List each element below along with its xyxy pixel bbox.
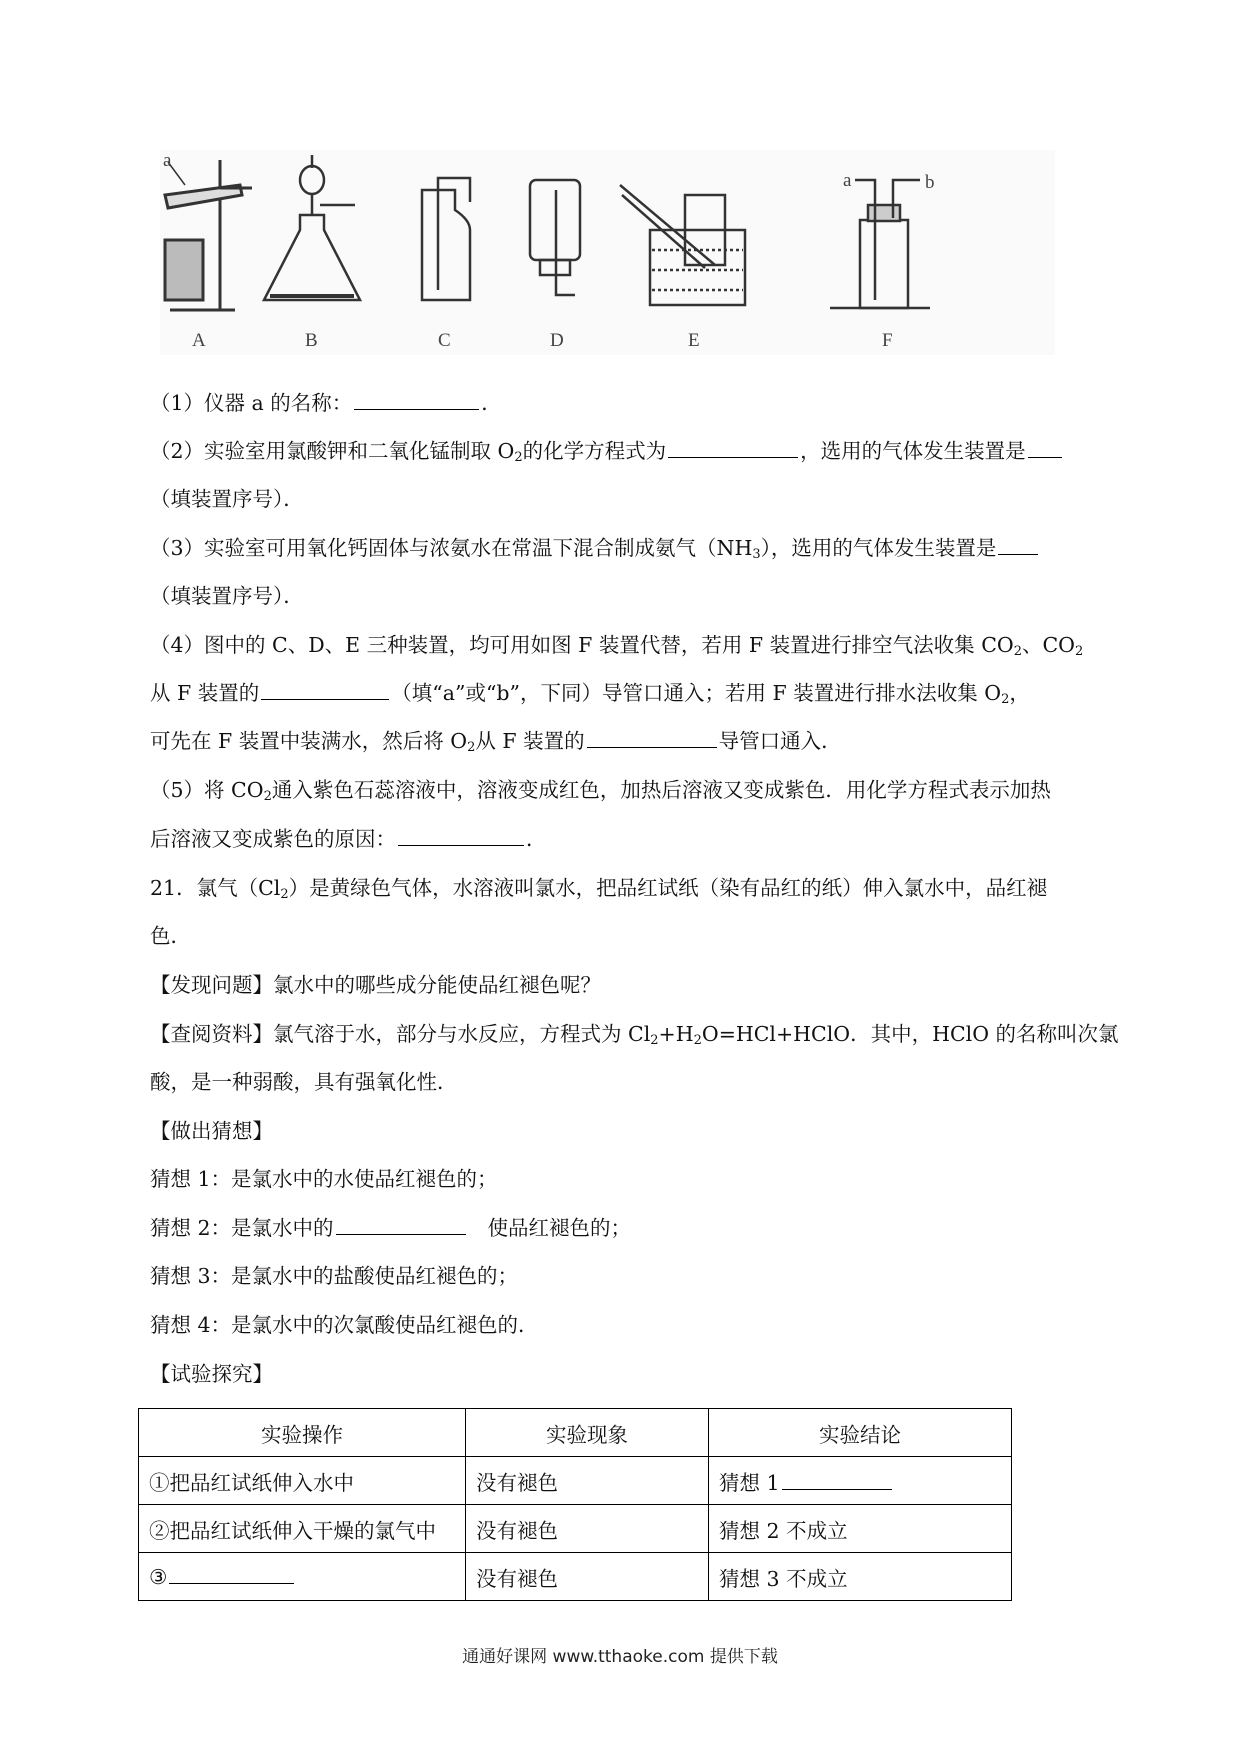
q21-hypothesis-title: 【做出猜想】 bbox=[150, 1119, 273, 1143]
q4-sub-2: 2 bbox=[1074, 644, 1084, 659]
q5-text-b: 通入紫色石蕊溶液中，溶液变成红色，加热后溶液又变成紫色．用化学方程式表示加热 bbox=[271, 778, 1051, 802]
row3-operation-cell bbox=[139, 1553, 466, 1601]
figure-label-e: E bbox=[688, 330, 700, 351]
q2-sub: 2 bbox=[514, 450, 523, 465]
q2-line2: （填装置序号）． bbox=[150, 487, 304, 511]
q21-info-b: +H bbox=[658, 1022, 694, 1046]
q21-hypothesis-3: 猜想 3：是氯水中的盐酸使品红褪色的； bbox=[150, 1264, 519, 1288]
row2-phenomenon: 没有褪色 bbox=[466, 1505, 709, 1553]
header-operation: 实验操作 bbox=[139, 1409, 466, 1457]
q2-line1 bbox=[150, 438, 1064, 464]
row1-conclusion: 猜想 1 bbox=[719, 1470, 780, 1495]
q4-text-b: 、CO bbox=[1021, 633, 1075, 657]
port-b-label: b bbox=[925, 172, 935, 193]
page-footer: 通通好课网 www.tthaoke.com 提供下载 bbox=[462, 1647, 778, 1667]
q4-blank-o2-port[interactable] bbox=[587, 729, 717, 748]
q2-text-b: 的化学方程式为 bbox=[522, 439, 667, 463]
q4-line3 bbox=[150, 728, 842, 754]
q21-hypothesis-1: 猜想 1：是氯水中的水使品红褪色的； bbox=[150, 1167, 498, 1191]
table-header-row bbox=[139, 1409, 1012, 1457]
row3-operation: ③ bbox=[149, 1564, 168, 1589]
apparatus-figure bbox=[160, 150, 1055, 355]
apparatus-drawing bbox=[160, 150, 1055, 355]
q1-end: ． bbox=[481, 391, 502, 415]
q21-sub-1: 2 bbox=[280, 887, 289, 902]
row2-operation: ②把品红试纸伸入干燥的氯气中 bbox=[139, 1505, 466, 1553]
figure-label-a: A bbox=[192, 330, 206, 351]
q5-text-a: （5）将 CO bbox=[150, 778, 264, 802]
row1-conclusion-blank[interactable] bbox=[782, 1471, 892, 1490]
q3-text-a: （3）实验室可用氧化钙固体与浓氨水在常温下混合制成氨气（NH bbox=[150, 536, 753, 560]
q21-line1 bbox=[150, 875, 1047, 901]
q1-text: （1）仪器 a 的名称： bbox=[150, 391, 353, 415]
q4-line1 bbox=[150, 632, 1083, 658]
row3-operation-blank[interactable] bbox=[169, 1565, 294, 1584]
q21-info-line2: 酸，是一种弱酸，具有强氧化性． bbox=[150, 1070, 458, 1094]
q2-blank-equation[interactable] bbox=[668, 439, 798, 458]
q4-text-a: （4）图中的 C、D、E 三种装置，均可用如图 F 装置代替，若用 F 装置进行排空气法收集 CO bbox=[150, 633, 1014, 657]
marker-a-label: a bbox=[163, 150, 172, 171]
table-row bbox=[139, 1553, 1012, 1601]
q4-sub-1: 2 bbox=[1013, 644, 1022, 659]
q5-line2 bbox=[150, 826, 547, 852]
row3-conclusion: 猜想 3 不成立 bbox=[709, 1553, 1012, 1601]
q3-text-b: ），选用的气体发生装置是 bbox=[760, 536, 997, 560]
q21-problem: 【发现问题】氯水中的哪些成分能使品红褪色呢？ bbox=[150, 973, 601, 997]
row2-conclusion: 猜想 2 不成立 bbox=[709, 1505, 1012, 1553]
q21-info-c: O=HCl+HClO．其中，HClO 的名称叫次氯 bbox=[701, 1022, 1119, 1046]
header-phenomenon: 实验现象 bbox=[466, 1409, 709, 1457]
q5-text-d: ． bbox=[526, 827, 547, 851]
hyp2-text-a: 猜想 2：是氯水中的 bbox=[150, 1216, 334, 1240]
header-conclusion: 实验结论 bbox=[709, 1409, 1012, 1457]
q21-sub-2: 2 bbox=[650, 1033, 659, 1048]
q21-text-b: ）是黄绿色气体，水溶液叫氯水，把品红试纸（染有品红的纸）伸入氯水中，品红褪 bbox=[288, 876, 1048, 900]
q4-text-e: ， bbox=[1009, 681, 1030, 705]
q4-sub-3: 2 bbox=[1001, 692, 1010, 707]
figure-label-c: C bbox=[438, 330, 451, 351]
q4-line2 bbox=[150, 680, 1030, 706]
q1-blank[interactable] bbox=[354, 391, 479, 410]
q21-sub-3: 2 bbox=[693, 1033, 702, 1048]
figure-label-f: F bbox=[882, 330, 893, 351]
q21-line2: 色． bbox=[150, 924, 191, 948]
q1-line bbox=[150, 390, 502, 416]
q21-experiment-title: 【试验探究】 bbox=[150, 1362, 273, 1386]
q3-line1 bbox=[150, 535, 1040, 561]
row1-phenomenon: 没有褪色 bbox=[466, 1457, 709, 1505]
figure-label-b: B bbox=[305, 330, 318, 351]
row1-conclusion-cell bbox=[709, 1457, 1012, 1505]
q4-text-g: 从 F 装置的 bbox=[475, 729, 585, 753]
row3-phenomenon: 没有褪色 bbox=[466, 1553, 709, 1601]
q2-blank-device[interactable] bbox=[1028, 439, 1062, 458]
q5-blank-reason[interactable] bbox=[398, 827, 524, 846]
q4-text-h: 导管口通入． bbox=[718, 729, 842, 753]
q2-text-c: ，选用的气体发生装置是 bbox=[800, 439, 1026, 463]
q4-sub-4: 2 bbox=[467, 740, 476, 755]
figure-label-d: D bbox=[550, 330, 564, 351]
q3-line2: （填装置序号）． bbox=[150, 584, 304, 608]
hyp2-blank[interactable] bbox=[336, 1216, 466, 1235]
q21-info-line1 bbox=[150, 1021, 1119, 1047]
table-row bbox=[139, 1505, 1012, 1553]
q21-hypothesis-2 bbox=[150, 1215, 631, 1241]
q21-hypothesis-4: 猜想 4：是氯水中的次氯酸使品红褪色的． bbox=[150, 1313, 539, 1337]
q4-text-f: 可先在 F 装置中装满水，然后将 O bbox=[150, 729, 468, 753]
q4-blank-co2-port[interactable] bbox=[261, 681, 389, 700]
q3-blank-device[interactable] bbox=[998, 536, 1038, 555]
q5-text-c: 后溶液又变成紫色的原因： bbox=[150, 827, 396, 851]
hyp2-text-b: 使品红褪色的； bbox=[487, 1216, 632, 1240]
q2-text-a: （2）实验室用氯酸钾和二氧化锰制取 O bbox=[150, 439, 515, 463]
q4-text-c: 从 F 装置的 bbox=[150, 681, 260, 705]
port-a-label: a bbox=[843, 170, 852, 191]
q21-info-a: 【查阅资料】氯气溶于水，部分与水反应，方程式为 Cl bbox=[150, 1022, 651, 1046]
q21-text-a: 21．氯气（Cl bbox=[150, 876, 281, 900]
q4-text-d: （填“a”或“b”，下同）导管口通入；若用 F 装置进行排水法收集 O bbox=[391, 681, 1002, 705]
experiment-table bbox=[138, 1408, 1012, 1601]
table-row bbox=[139, 1457, 1012, 1505]
q3-sub: 3 bbox=[752, 547, 761, 562]
q5-sub: 2 bbox=[263, 789, 272, 804]
row1-operation: ①把品红试纸伸入水中 bbox=[139, 1457, 466, 1505]
q5-line1 bbox=[150, 777, 1051, 803]
